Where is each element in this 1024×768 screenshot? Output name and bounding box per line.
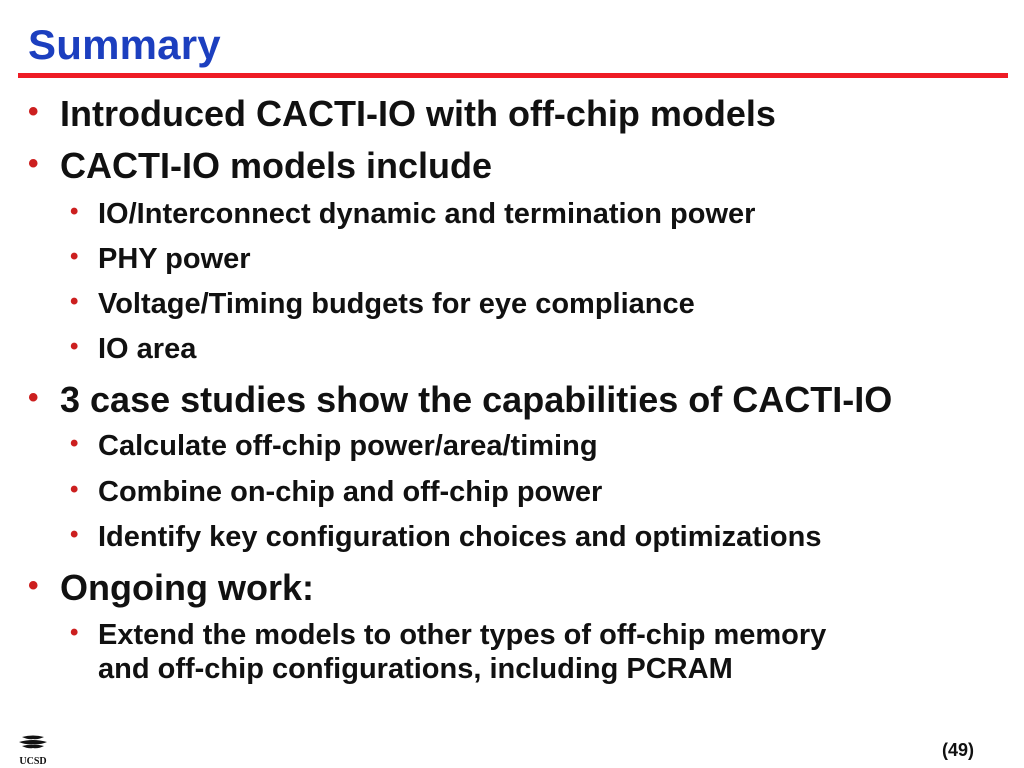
sub-bullet-text: IO area xyxy=(98,333,197,365)
sub-bullet-text: Identify key configuration choices and optimizations xyxy=(98,521,822,553)
bullet-text: CACTI-IO models include xyxy=(60,145,493,186)
bullet-icon: • xyxy=(28,147,39,180)
sub-bullet-item xyxy=(70,475,603,509)
sub-bullet-text: Voltage/Timing budgets for eye compliance xyxy=(98,288,695,320)
sub-bullet-item xyxy=(70,197,756,231)
sub-bullet-item xyxy=(70,429,598,463)
bullet-icon: • xyxy=(70,619,79,646)
slide-title: Summary xyxy=(28,21,221,68)
bullet-item xyxy=(28,379,893,420)
logo-text: UCSD xyxy=(19,756,47,766)
bullet-icon: • xyxy=(70,333,79,360)
sub-bullet-text: Combine on-chip and off-chip power xyxy=(98,476,603,508)
sub-bullet-text: IO/Interconnect dynamic and termination power xyxy=(98,198,756,230)
ucsd-logo-icon xyxy=(12,734,54,766)
bullet-item xyxy=(28,145,493,186)
bullet-icon: • xyxy=(28,569,39,602)
sub-bullet-item xyxy=(70,287,695,321)
bullet-icon: • xyxy=(70,243,79,270)
bullet-item xyxy=(28,93,776,134)
bullet-icon: • xyxy=(70,476,79,503)
bullet-icon: • xyxy=(70,521,79,548)
bullet-icon: • xyxy=(70,198,79,225)
sub-bullet-text: Extend the models to other types of off-chip memory xyxy=(98,619,827,651)
bullet-icon: • xyxy=(70,288,79,315)
bullet-text: Introduced CACTI-IO with off-chip models xyxy=(60,93,776,134)
bullet-text: 3 case studies show the capabilities of CACTI-IO xyxy=(60,379,893,420)
sub-bullet-text: Calculate off-chip power/area/timing xyxy=(98,430,598,462)
sub-bullet-text: PHY power xyxy=(98,243,251,275)
bullet-icon: • xyxy=(70,430,79,457)
sub-bullet-item xyxy=(70,332,197,366)
sub-bullet-item xyxy=(70,520,822,554)
sub-bullet-item xyxy=(70,618,827,652)
bullet-icon: • xyxy=(28,95,39,128)
page-number: (49) xyxy=(942,740,975,760)
bullet-item xyxy=(28,567,314,608)
title-underline xyxy=(18,73,1008,78)
bullet-text: Ongoing work: xyxy=(60,567,314,608)
bullet-icon: • xyxy=(28,381,39,414)
sub-bullet-text: and off-chip configurations, including PCRAM xyxy=(98,653,733,685)
sub-bullet-item xyxy=(70,242,251,276)
sub-bullet-continuation xyxy=(98,652,733,686)
